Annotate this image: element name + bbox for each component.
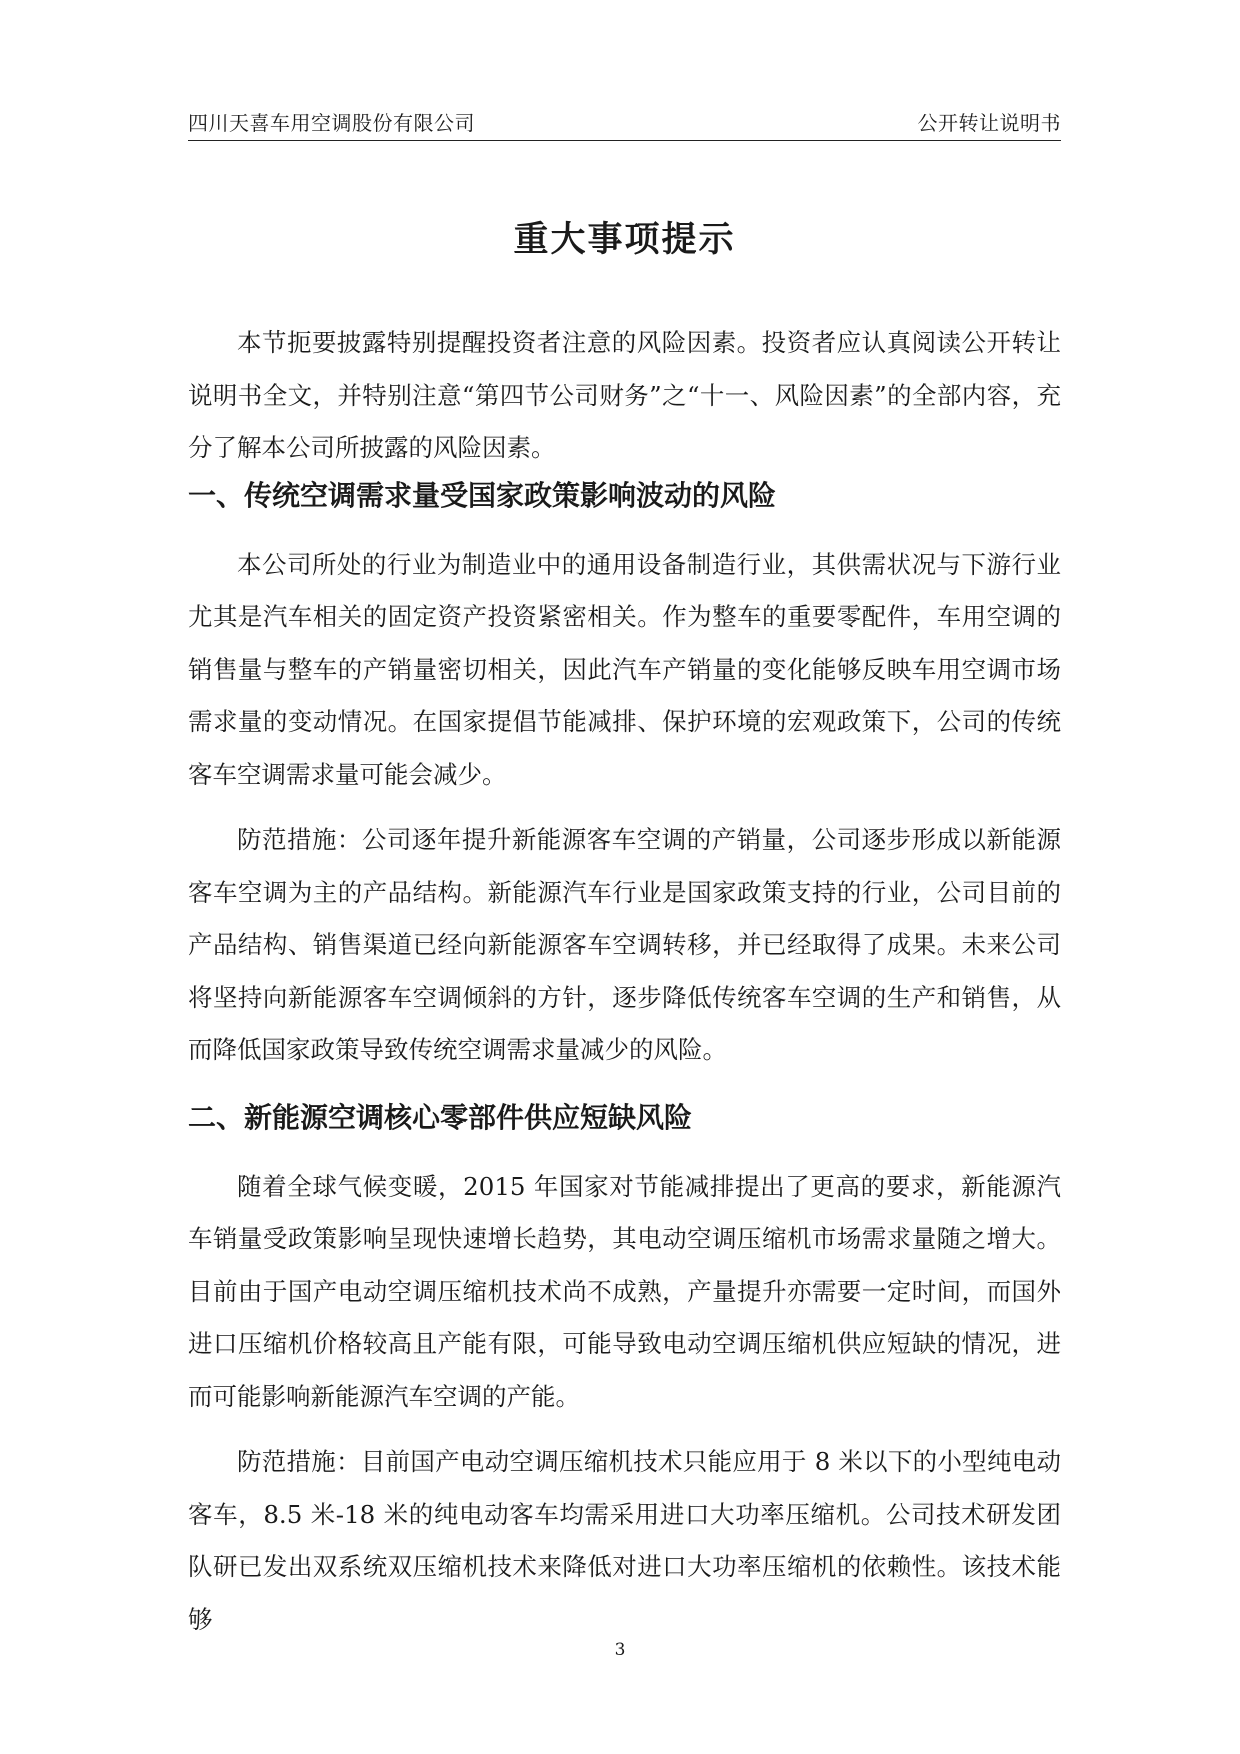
section-heading-1: 一、传统空调需求量受国家政策影响波动的风险	[188, 478, 777, 512]
document-body	[188, 200, 1061, 1646]
section-1-paragraph-2: 防范措施：公司逐年提升新能源客车空调的产销量，公司逐步形成以新能源客车空调为主的产品结构。新能源汽车行业是国家政策支持的行业，公司目前的产品结构、销售渠道已经向新能源客车空调转移，并已经取得了成果。未来公司将坚持向新能源客车空调倾斜的方针，逐步降低传统客车空调的生产和销售，从而降低国家政策导致传统空调需求量减少的风险。	[188, 825, 1061, 1064]
page-title: 重大事项提示	[513, 220, 736, 260]
section-heading-2: 二、新能源空调核心零部件供应短缺风险	[188, 1100, 693, 1134]
intro-paragraph: 本节扼要披露特别提醒投资者注意的风险因素。投资者应认真阅读公开转让说明书全文，并特别注意“第四节公司财务”之“十一、风险因素”的全部内容，充分了解本公司所披露的风险因素。	[188, 328, 1061, 462]
header-company-name: 四川天喜车用空调股份有限公司	[188, 111, 475, 135]
section-2-paragraph-1: 随着全球气候变暖，2015 年国家对节能减排提出了更高的要求，新能源汽车销量受政策影响呈现快速增长趋势，其电动空调压缩机市场需求量随之增大。目前由于国产电动空调压缩机技术尚不成熟，产量提升亦需要一定时间，而国外进口压缩机价格较高且产能有限，可能导致电动空调压缩机供应短缺的情况，进而可能影响新能源汽车空调的产能。	[188, 1171, 1061, 1411]
page-header	[188, 100, 1061, 141]
section-2-paragraph-2: 防范措施：目前国产电动空调压缩机技术只能应用于 8 米以下的小型纯电动客车，8.5 米-18 米的纯电动客车均需采用进口大功率压缩机。公司技术研发团队研已发出双系统双压缩机技术来降低对进口大功率压缩机的依赖性。该技术能够	[188, 1447, 1061, 1634]
header-document-type: 公开转让说明书	[917, 111, 1061, 135]
section-1-paragraph-1: 本公司所处的行业为制造业中的通用设备制造行业，其供需状况与下游行业尤其是汽车相关的固定资产投资紧密相关。作为整车的重要零配件，车用空调的销售量与整车的产销量密切相关，因此汽车产销量的变化能够反映车用空调市场需求量的变动情况。在国家提倡节能减排、保护环境的宏观政策下，公司的传统客车空调需求量可能会减少。	[188, 549, 1061, 789]
page-number: 3	[614, 1640, 626, 1660]
